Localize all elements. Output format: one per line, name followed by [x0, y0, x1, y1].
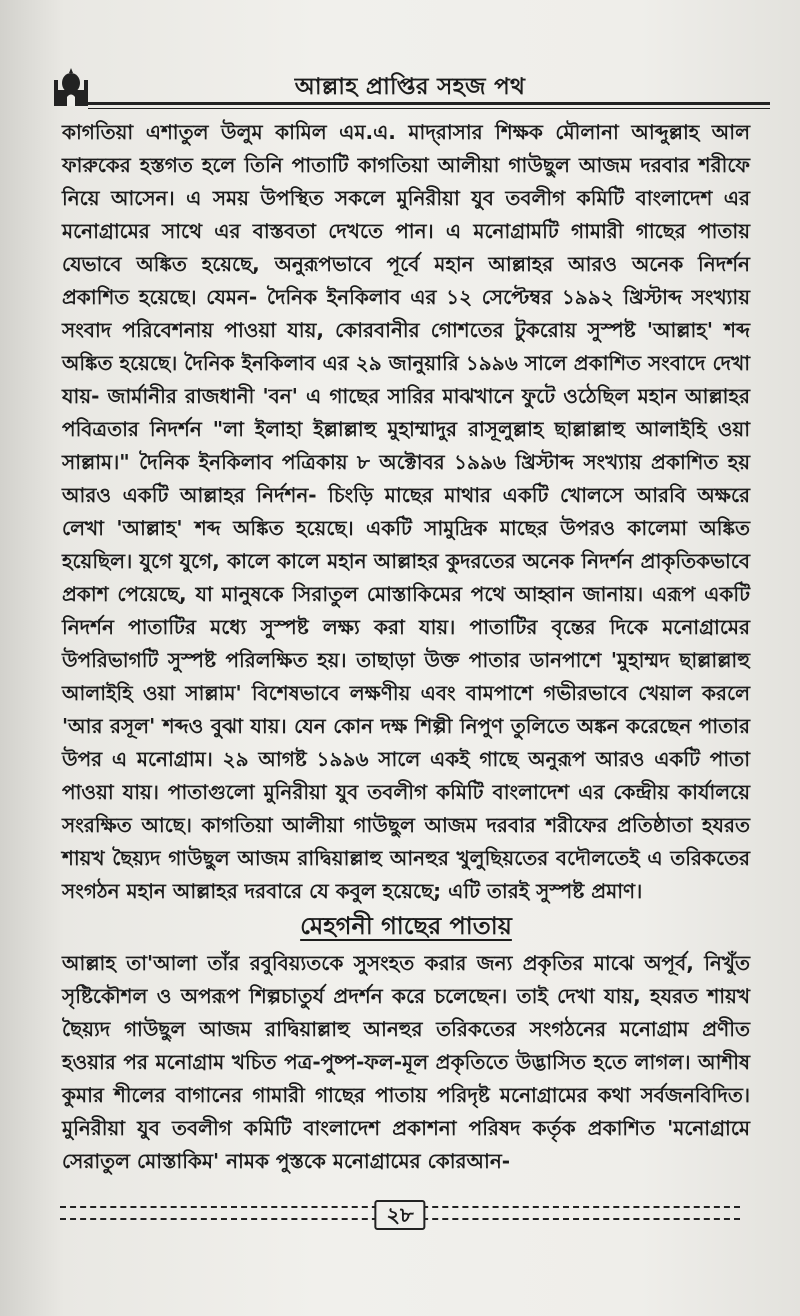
page-number: ২৮ — [374, 1200, 425, 1230]
page-footer — [60, 1192, 740, 1236]
header-rule-thin — [88, 108, 770, 109]
body-paragraph: কাগতিয়া এশাতুল উলুম কামিল এম.এ. মাদ্‌রাসার শিক্ষক মৌলানা আব্দুল্লাহ আল ফারুকের হস্তগত হলে তিনি পাতাটি কাগতিয়া আলীয়া গাউছুল আজম দরবার শরীফে নিয়ে আসেন। এ সময় উপস্থিত সকলে মুনিরীয়া যুব তবলীগ কমিটি বাংলাদেশ এর মনোগ্রামের সাথে এর বাস্তবতা দেখতে পান। এ মনোগ্রামটি গামারী গাছের পাতায় যেভাবে অঙ্কিত হয়েছে, অনুরূপভাবে পূর্বে মহান আল্লাহর আরও অনেক নিদর্শন প্রকাশিত হয়েছে। যেমন- দৈনিক ইনকিলাব এর ১২ সেপ্টেম্বর ১৯৯২ খ্রিস্টাব্দ সংখ্যায় সংবাদ পরিবেশনায় পাওয়া যায়, কোরবানীর গোশতের টুকরোয় সুস্পষ্ট 'আল্লাহ' শব্দ অঙ্কিত হয়েছে। দৈনিক ইনকিলাব এর ২৯ জানুয়ারি ১৯৯৬ সালে প্রকাশিত সংবাদে দেখা যায়- জার্মানীর রাজধানী 'বন' এ গাছের সারির মাঝখানে ফুটে ওঠেছিল মহান আল্লাহর পবিত্রতার নিদর্শন "লা ইলাহা ইল্লাল্লাহু মুহাম্মাদুর রাসূলুল্লাহ ছাল্লাল্লাহু আলাইহি ওয়া সাল্লাম।" দৈনিক ইনকিলাব পত্রিকায় ৮ অক্টোবর ১৯৯৬ খ্রিস্টাব্দ সংখ্যায় প্রকাশিত হয় আরও একটি আল্লাহর নির্দশন- চিংড়ি মাছের মাথার একটি খোলসে আরবি অক্ষরে লেখা 'আল্লাহ' শব্দ অঙ্কিত হয়েছে। একটি সামুদ্রিক মাছের উপরও কালেমা অঙ্কিত হয়েছিল। যুগে যুগে, কালে কালে মহান আল্লাহর কুদরতের অনেক নিদর্শন প্রাকৃতিকভাবে প্রকাশ পেয়েছে, যা মানুষকে সিরাতুল মোস্তাকিমের পথে আহ্বান জানায়। এরূপ একটি নিদর্শন পাতাটির মধ্যে সুস্পষ্ট লক্ষ্য করা যায়। পাতাটির বৃন্তের দিকে মনোগ্রামের উপরিভাগটি সুস্পষ্ট পরিলক্ষিত হয়। তাছাড়া উক্ত পাতার ডানপাশে 'মুহাম্মদ ছাল্লাল্লাহু আলাইহি ওয়া সাল্লাম' বিশেষভাবে লক্ষণীয় এবং বামপাশে গভীরভাবে খেয়াল করলে 'আর রসূল' শব্দও বুঝা যায়। যেন কোন দক্ষ শিল্পী নিপুণ তুলিতে অঙ্কন করেছেন পাতার উপর এ মনোগ্রাম। ২৯ আগষ্ট ১৯৯৬ সালে একই গাছে অনুরূপ আরও একটি পাতা পাওয়া যায়। পাতাগুলো মুনিরীয়া যুব তবলীগ কমিটি বাংলাদেশ এর কেন্দ্রীয় কার্যালয়ে সংরক্ষিত আছে। কাগতিয়া আলীয়া গাউছুল আজম দরবার শরীফের প্রতিষ্ঠাতা হযরত শায়খ ছৈয়্যদ গাউছুল আজম রাদ্বিয়াল্লাহু আনহুর খুলুছিয়তের বদৌলতেই এ তরিকতের সংগঠন মহান আল্লাহর দরবারে যে কবুল হয়েছে; এটি তারই সুস্পষ্ট প্রমাণ। — [62, 120, 750, 903]
page-header — [40, 62, 780, 112]
page-body — [62, 116, 750, 1178]
header-rule-thick — [88, 102, 770, 105]
section-paragraph: আল্লাহ তা'আলা তাঁর রবুবিয়্যতকে সুসংহত করার জন্য প্রকৃতির মাঝে অপূর্ব, নিখুঁত সৃষ্টিকৌশল ও অপরূপ শিল্পচাতুর্য প্রদর্শন করে চলেছেন। তাই দেখা যায়, হযরত শায়খ ছৈয়্যদ গাউছুল আজম রাদ্বিয়াল্লাহু আনহুর তরিকতের সংগঠনের মনোগ্রাম প্রণীত হওয়ার পর মনোগ্রাম খচিত পত্র-পুষ্প-ফল-মূল প্রকৃতিতে উদ্ভাসিত হতে লাগল। আশীষ কুমার শীলের বাগানের গামারী গাছের পাতায় পরিদৃষ্ট মনোগ্রামের কথা সর্বজনবিদিত। মুনিরীয়া যুব তবলীগ কমিটি বাংলাদেশ প্রকাশনা পরিষদ কর্তৃক প্রকাশিত 'মনোগ্রামে সেরাতুল মোস্তাকিম' নামক পুস্তকে মনোগ্রামের কোরআন- — [62, 951, 750, 1173]
section-heading: মেহগনী গাছের পাতায় — [300, 912, 512, 940]
running-header-title: আল্লাহ প্রাপ্তির সহজ পথ — [294, 74, 526, 100]
